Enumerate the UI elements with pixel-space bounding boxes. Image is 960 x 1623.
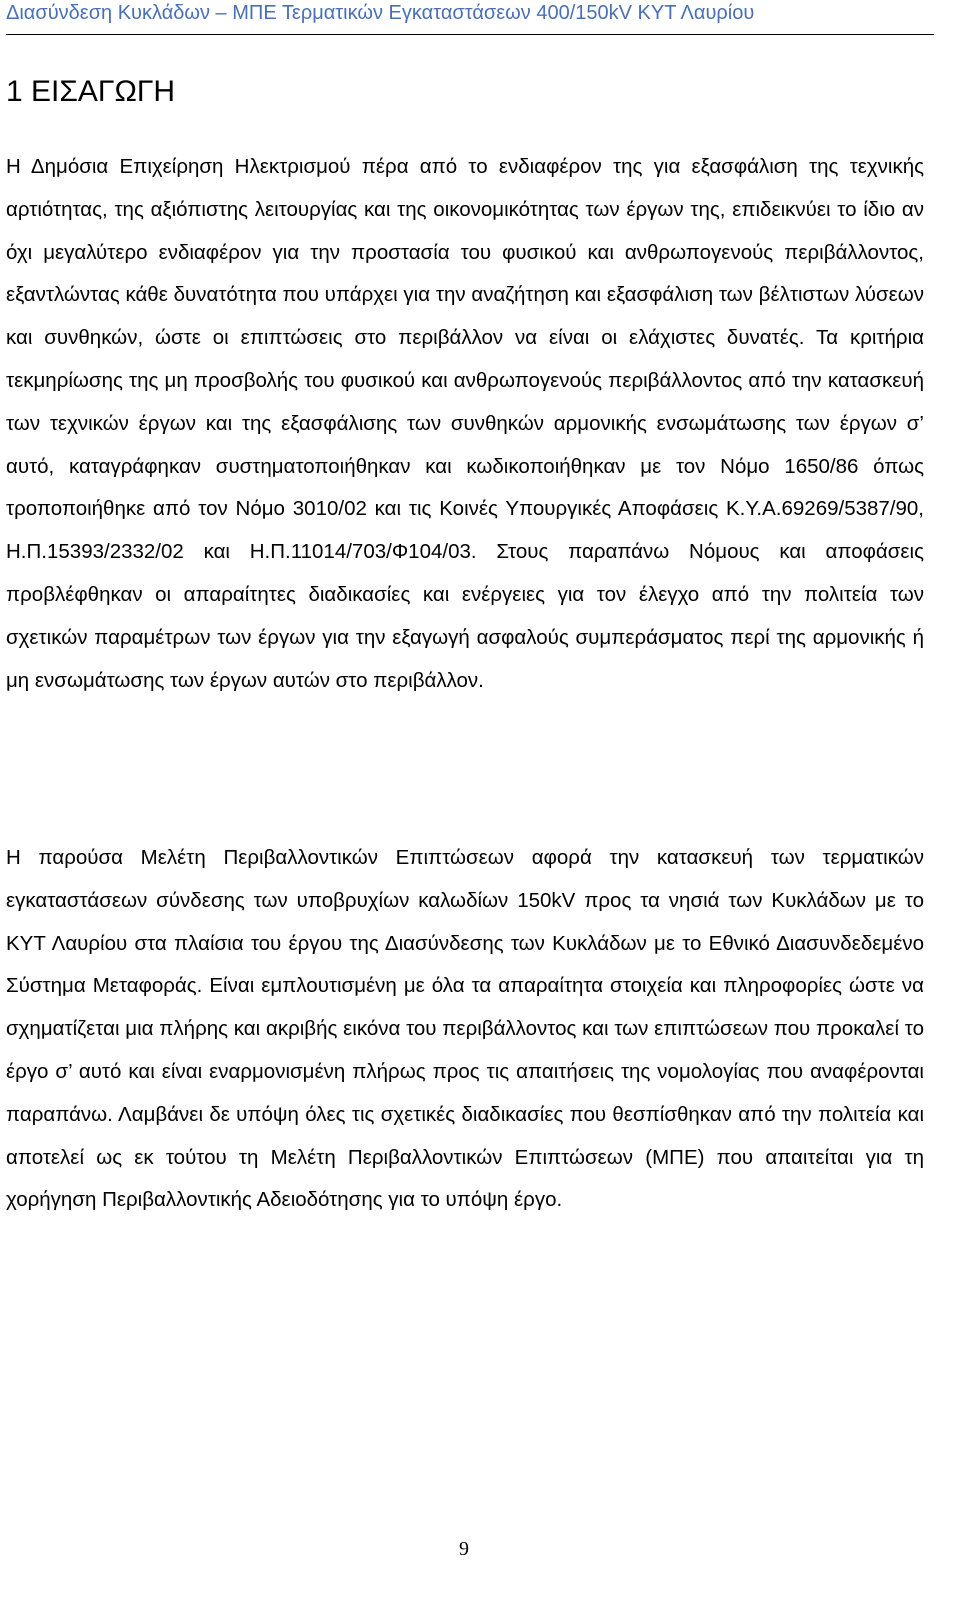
header-divider [6,34,934,35]
paragraph-study-scope: Η παρούσα Μελέτη Περιβαλλοντικών Επιπτώσεων αφορά την κατασκευή των τερματικών εγκαταστάσεων σύνδεσης των υποβρυχίων καλωδίων 150kV προς τα νησιά των Κυκλάδων με το ΚΥΤ Λαυρίου στα πλαίσια του έργου της Διασύνδεσης των Κυκλάδων με το Εθνικό Διασυνδεδεμένο Σύστημα Μεταφοράς. Είναι εμπλουτισμένη με όλα τα απαραίτητα στοιχεία και πληροφορίες ώστε να σχηματίζεται μια πλήρης και ακριβής εικόνα του περιβάλλοντος και των επιπτώσεων που προκαλεί το έργο σ’ αυτό και είναι εναρμονισμένη πλήρως προς τις απαιτήσεις της νομολογίας που αναφέρονται παραπάνω. Λαμβάνει δε υπόψη όλες τις σχετικές διαδικασίες που θεσπίσθηκαν από την πολιτεία και αποτελεί ως εκ τούτου τη Μελέτη Περιβαλλοντικών Επιπτώσεων (ΜΠΕ) που απαιτείται για τη χορήγηση Περιβαλλοντικής Αδειοδότησης για το υπόψη έργο. [6,846,924,1212]
page-number: 9 [459,1538,469,1560]
paragraph-introduction: Η Δημόσια Επιχείρηση Ηλεκτρισμού πέρα από το ενδιαφέρον της για εξασφάλιση της τεχνικής αρτιότητας, της αξιόπιστης λειτουργίας και της οικονομικότητας των έργων της, επιδεικνύει το ίδιο αν όχι μεγαλύτερο ενδιαφέρον για την προστασία του φυσικού και ανθρωπογενούς περιβάλλοντος, εξαντλώντας κάθε δυνατότητα που υπάρχει για την αναζήτηση και εξασφάλιση των βέλτιστων λύσεων και συνθηκών, ώστε οι επιπτώσεις στο περιβάλλον να είναι οι ελάχιστες δυνατές. Τα κριτήρια τεκμηρίωσης της μη προσβολής του φυσικού και ανθρωπογενούς περιβάλλοντος από την κατασκευή των τεχνικών έργων και της εξασφάλισης των συνθηκών αρμονικής ενσωμάτωσης των έργων σ’ αυτό, καταγράφηκαν συστηματοποιήθηκαν και κωδικοποιήθηκαν με τον Νόμο 1650/86 όπως τροποποιήθηκε από τον Νόμο 3010/02 και τις Κοινές Υπουργικές Αποφάσεις Κ.Υ.Α.69269/5387/90, Η.Π.15393/2332/02 και Η.Π.11014/703/Φ104/03. Στους παραπάνω Νόμους και αποφάσεις προβλέφθηκαν οι απαραίτητες διαδικασίες και ενέργειες για τον έλεγχο από την πολιτεία των σχετικών παραμέτρων των έργων για την εξαγωγή ασφαλούς συμπεράσματος περί της αρμονικής ή μη ενσωμάτωσης των έργων αυτών στο περιβάλλον. [6,155,924,692]
section-heading: 1 ΕΙΣΑΓΩΓΗ [6,75,176,108]
running-header: Διασύνδεση Κυκλάδων – ΜΠΕ Τερματικών Εγκαταστάσεων 400/150kV ΚΥΤ Λαυρίου [6,2,755,24]
